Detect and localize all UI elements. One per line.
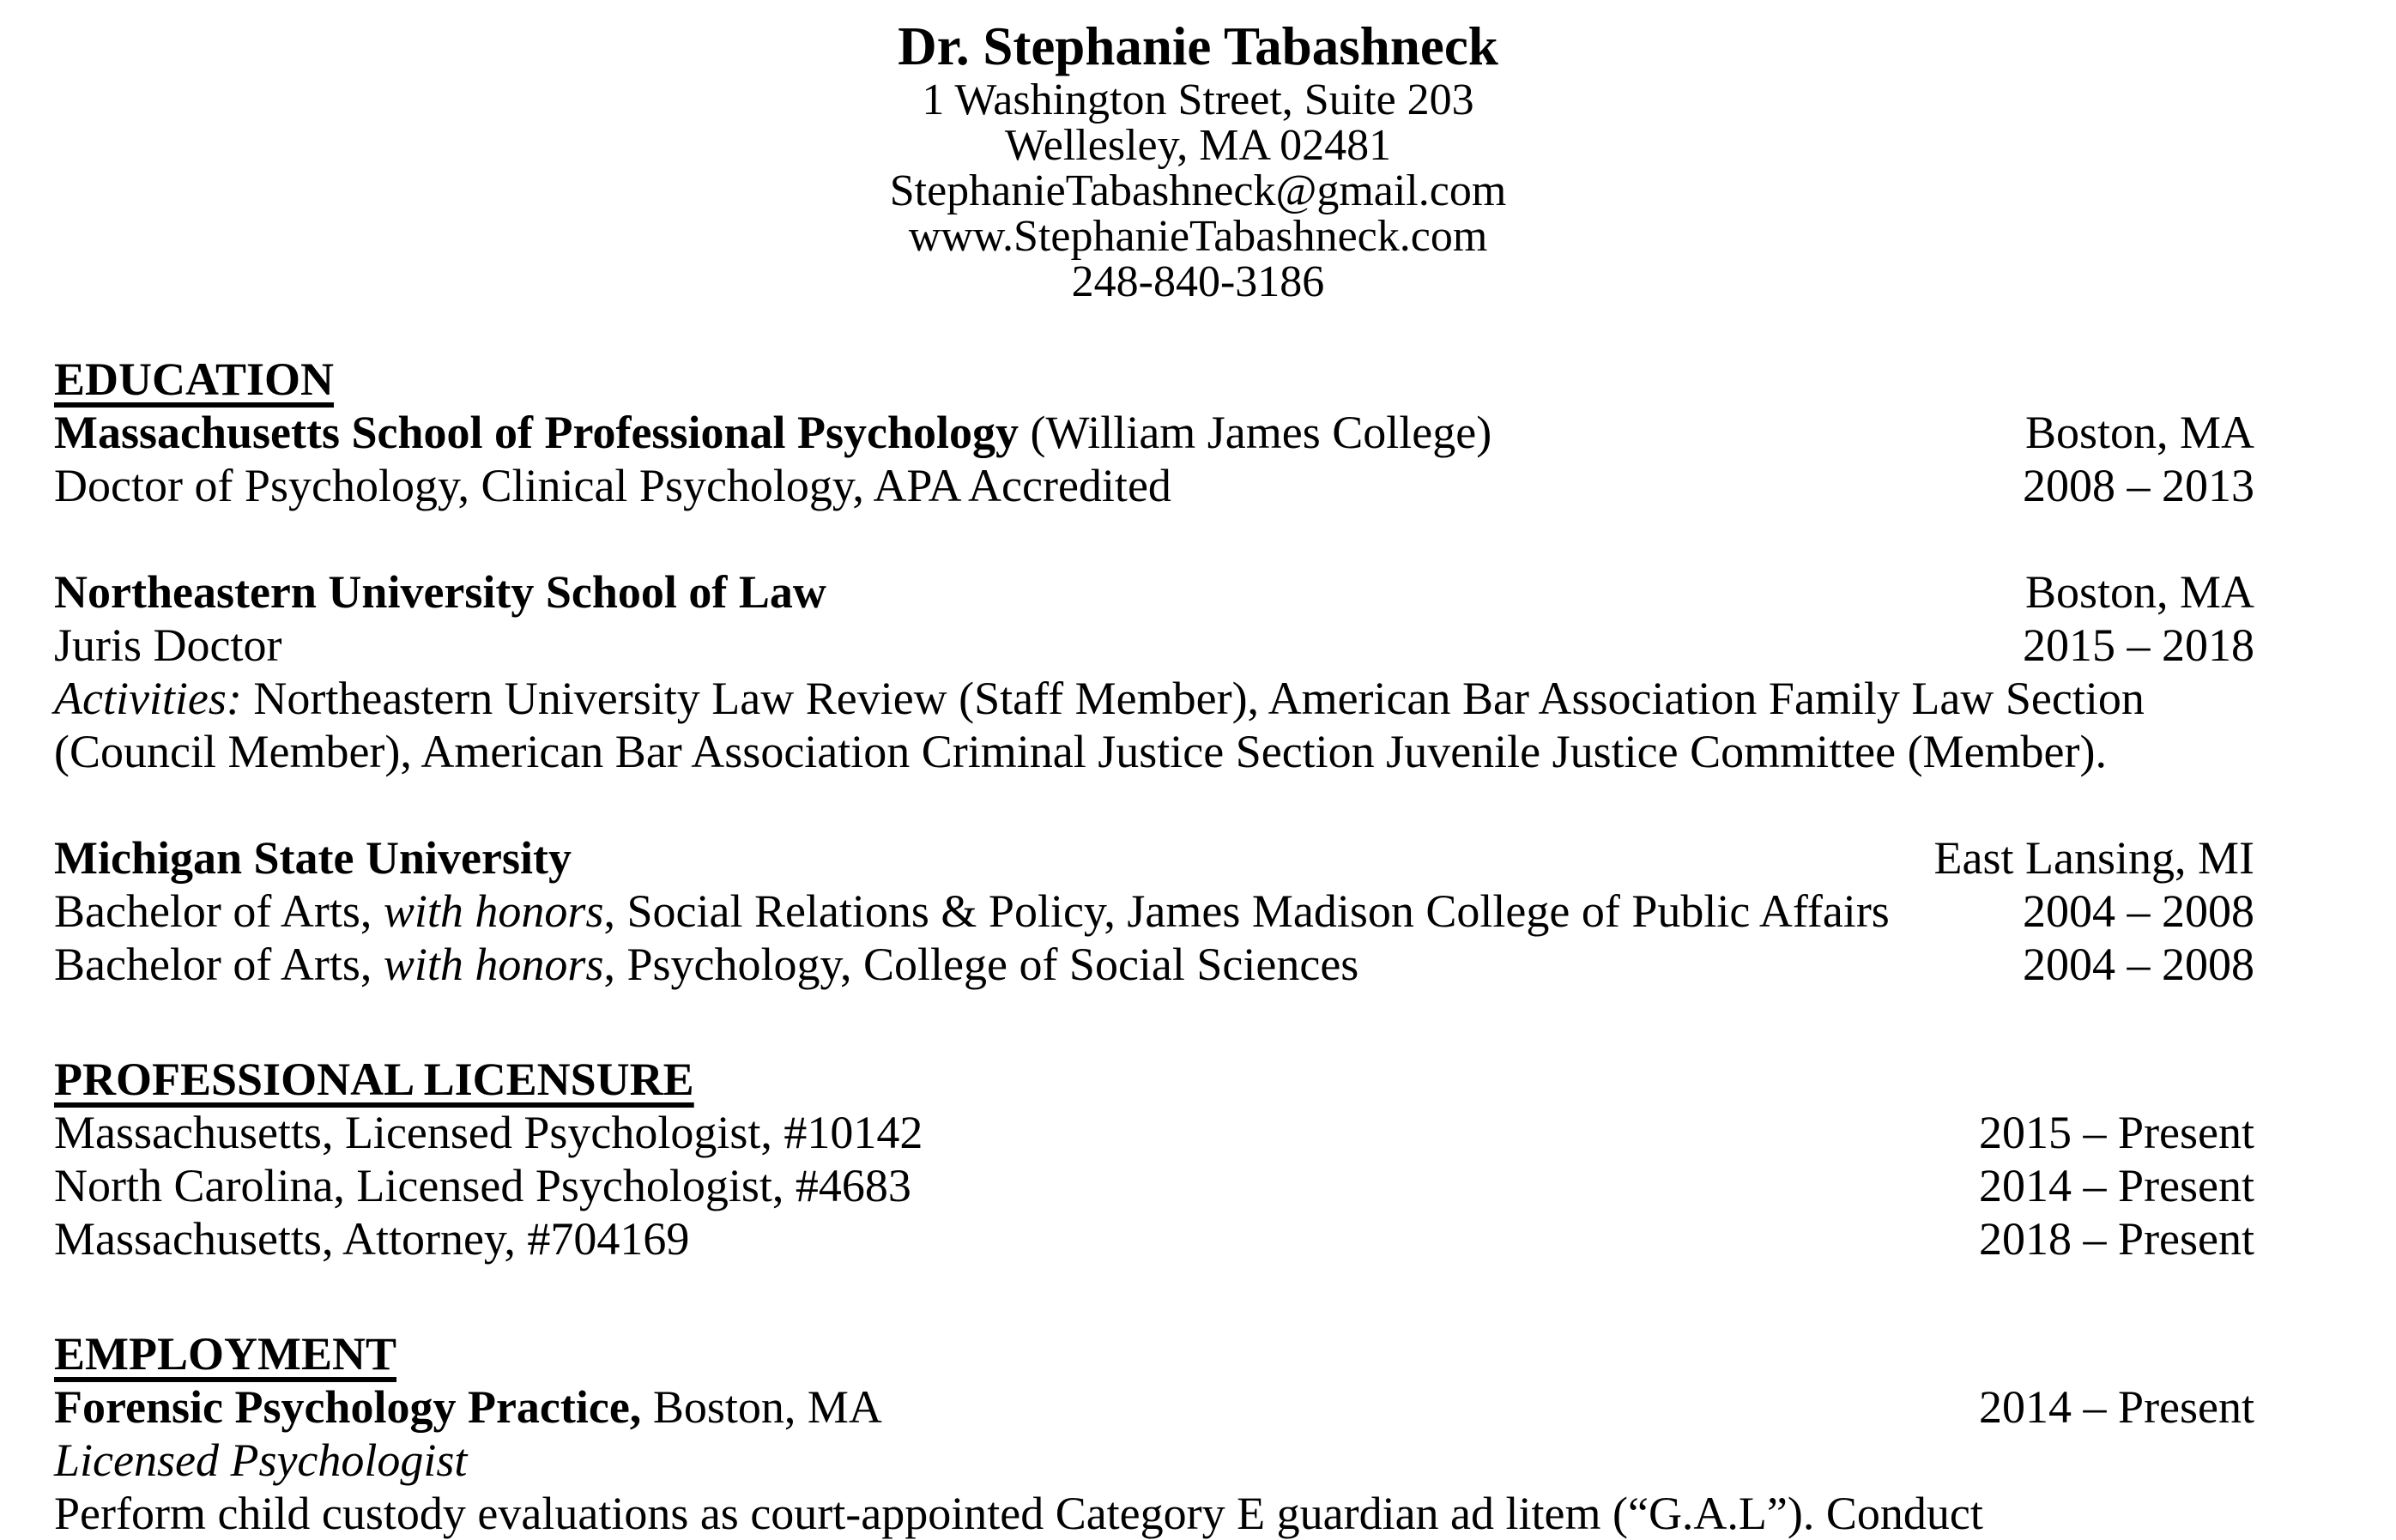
section-heading-professional-licensure: PROFESSIONAL LICENSURE xyxy=(54,1054,694,1105)
text-run: North Carolina, Licensed Psychologist, #4683 xyxy=(54,1160,911,1211)
section-heading-row xyxy=(54,353,2254,406)
date-location: 2018 – Present xyxy=(1979,1213,2254,1265)
line-text xyxy=(54,938,1358,991)
person-name: Dr. Stephanie Tabashneck xyxy=(898,16,1498,76)
resume-body xyxy=(0,353,2396,1540)
resume-line xyxy=(54,938,2254,991)
document-header xyxy=(0,0,2396,305)
text-run: Forensic Psychology Practice, xyxy=(54,1381,642,1433)
text-run: , Psychology, College of Social Sciences xyxy=(603,939,1359,990)
email-address: StephanieTabashneck@gmail.com xyxy=(889,166,1507,215)
date-location: 2015 – Present xyxy=(1979,1107,2254,1158)
blank-line xyxy=(54,512,2254,565)
text-run: (Council Member), American Bar Association Criminal Justice Section Juvenile Justice Committee (Member). xyxy=(54,726,2107,777)
resume-line xyxy=(54,725,2254,778)
line-text xyxy=(54,1159,911,1212)
line-text xyxy=(54,1106,923,1159)
text-run: (William James College) xyxy=(1019,407,1492,458)
line-text xyxy=(54,831,572,885)
text-run: Northeastern University School of Law xyxy=(54,566,826,618)
section-employment xyxy=(54,1327,2254,1540)
resume-line xyxy=(54,406,2254,459)
resume-line xyxy=(54,672,2254,725)
date-location: Boston, MA xyxy=(2024,566,2254,618)
text-run: Michigan State University xyxy=(54,832,572,884)
text-run: , Social Relations & Policy, James Madison College of Public Affairs xyxy=(603,885,1890,937)
resume-line xyxy=(54,1106,2254,1159)
text-run: Massachusetts, Licensed Psychologist, #10142 xyxy=(54,1107,923,1158)
section-education xyxy=(54,353,2254,991)
address-line-street: 1 Washington Street, Suite 203 xyxy=(922,75,1474,124)
blank-line xyxy=(54,778,2254,831)
text-run: Bachelor of Arts, xyxy=(54,939,384,990)
resume-line xyxy=(54,885,2254,938)
text-run: with honors xyxy=(383,885,604,937)
section-heading-education: EDUCATION xyxy=(54,353,335,405)
section-heading-row xyxy=(54,1327,2254,1380)
date-location: 2008 – 2013 xyxy=(2023,460,2254,511)
resume-line xyxy=(54,1380,2254,1434)
line-text xyxy=(54,565,826,619)
date-location: 2014 – Present xyxy=(1979,1381,2254,1433)
text-run: with honors xyxy=(383,939,604,990)
text-run: Boston, MA xyxy=(641,1381,882,1433)
line-text xyxy=(54,725,2107,778)
line-text xyxy=(54,406,1491,459)
resume-line xyxy=(54,1212,2254,1265)
line-text xyxy=(54,619,281,672)
line-text xyxy=(54,1212,689,1265)
line-text xyxy=(54,459,1171,512)
line-text xyxy=(54,1380,882,1434)
date-location: 2004 – 2008 xyxy=(2023,885,2254,937)
section-heading-employment: EMPLOYMENT xyxy=(54,1328,396,1380)
text-run: Licensed Psychologist xyxy=(54,1434,468,1486)
date-location: Boston, MA xyxy=(2024,407,2254,458)
resume-line xyxy=(54,831,2254,885)
line-text xyxy=(54,1434,467,1487)
phone-number: 248-840-3186 xyxy=(1071,257,1325,306)
resume-line xyxy=(54,619,2254,672)
text-run: Perform child custody evaluations as court-appointed Category E guardian ad litem (“G.A.L”). Conduct xyxy=(54,1488,1983,1539)
website-url: www.StephanieTabashneck.com xyxy=(908,212,1488,261)
text-run: Doctor of Psychology, Clinical Psychology, APA Accredited xyxy=(54,460,1171,511)
address-line-city: Wellesley, MA 02481 xyxy=(1004,121,1392,170)
section-heading-row xyxy=(54,1053,2254,1106)
resume-line xyxy=(54,459,2254,512)
text-run: Activities: xyxy=(54,673,242,724)
date-location: 2004 – 2008 xyxy=(2023,939,2254,990)
date-location: East Lansing, MI xyxy=(1933,832,2254,884)
section-professional-licensure xyxy=(54,1053,2254,1265)
text-run: Massachusetts School of Professional Psychology xyxy=(54,407,1020,458)
resume-line xyxy=(54,1434,2254,1487)
text-run: Bachelor of Arts, xyxy=(54,885,384,937)
line-text xyxy=(54,885,1890,938)
line-text xyxy=(54,672,2145,725)
resume-line xyxy=(54,565,2254,619)
text-run: Northeastern University Law Review (Staff Member), American Bar Association Family Law Section xyxy=(241,673,2145,724)
text-run: Massachusetts, Attorney, #704169 xyxy=(54,1213,690,1265)
line-text xyxy=(54,1487,1983,1540)
date-location: 2014 – Present xyxy=(1979,1160,2254,1211)
resume-line xyxy=(54,1487,2254,1540)
date-location: 2015 – 2018 xyxy=(2023,619,2254,671)
resume-line xyxy=(54,1159,2254,1212)
text-run: Juris Doctor xyxy=(54,619,282,671)
